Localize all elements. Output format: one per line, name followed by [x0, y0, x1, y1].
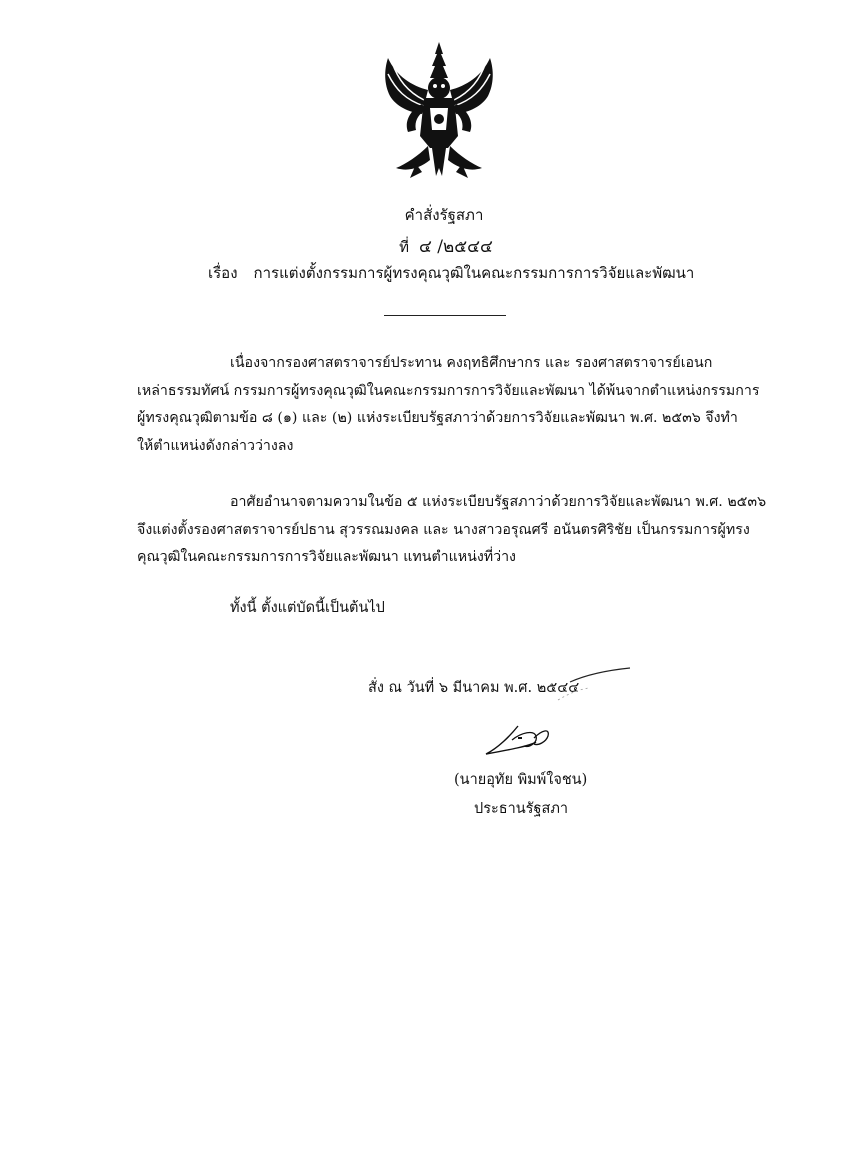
- paragraph-line: ผู้ทรงคุณวุฒิตามข้อ ๘ (๑) และ (๒) แห่งระเบียบรัฐสภาว่าด้วยการวิจัยและพัฒนา พ.ศ. ๒๕๓๖ จึงทำ: [137, 410, 738, 426]
- subject-label: เรื่อง: [208, 264, 238, 282]
- paragraph-line: อาศัยอำนาจตามความในข้อ ๕ แห่งระเบียบรัฐสภาว่าด้วยการวิจัยและพัฒนา พ.ศ. ๒๕๓๖: [230, 494, 767, 510]
- subject-line: [208, 261, 694, 285]
- order-number-label: ที่: [399, 238, 410, 256]
- closing-statement: ทั้งนี้ ตั้งแต่บัดนี้เป็นต้นไป: [230, 600, 385, 616]
- signer-title: ประธานรัฐสภา: [474, 801, 569, 817]
- header-divider: [384, 315, 506, 316]
- signer-name: (นายอุทัย พิมพ์ใจชน): [454, 772, 588, 788]
- handwritten-signature-icon: [478, 660, 648, 760]
- order-date: สั่ง ณ วันที่ ๖ มีนาคม พ.ศ. ๒๕๔๔: [368, 680, 580, 696]
- paragraph-line: เนื่องจากรองศาสตราจารย์ประทาน คงฤทธิศึกษากร และ รองศาสตราจารย์เอนก: [230, 355, 713, 371]
- paragraph-line: ให้ตำแหน่งดังกล่าวว่างลง: [137, 437, 294, 454]
- garuda-emblem-icon: [378, 40, 500, 182]
- paragraph-appointment: [137, 489, 767, 572]
- paragraph-vacancy: [137, 350, 760, 460]
- order-number: [22, 233, 848, 260]
- order-number-value: ๔ /๒๕๔๔: [419, 237, 493, 257]
- paragraph-line: เหล่าธรรมทัศน์ กรรมการผู้ทรงคุณวุฒิในคณะกรรมการการวิจัยและพัฒนา ได้พ้นจากตำแหน่งกรรมการ: [137, 382, 760, 399]
- subject-text: การแต่งตั้งกรรมการผู้ทรงคุณวุฒิในคณะกรรมการการวิจัยและพัฒนา: [253, 264, 695, 282]
- paragraph-line: จึงแต่งตั้งรองศาสตราจารย์ปธาน สุวรรณมงคล และ นางสาวอรุณศรี อนันตรศิริชัย เป็นกรรมการผู้ทรง: [137, 521, 750, 538]
- paragraph-line: คุณวุฒิในคณะกรรมการการวิจัยและพัฒนา แทนตำแหน่งที่ว่าง: [137, 549, 516, 565]
- order-title: คำสั่งรัฐสภา: [404, 206, 484, 224]
